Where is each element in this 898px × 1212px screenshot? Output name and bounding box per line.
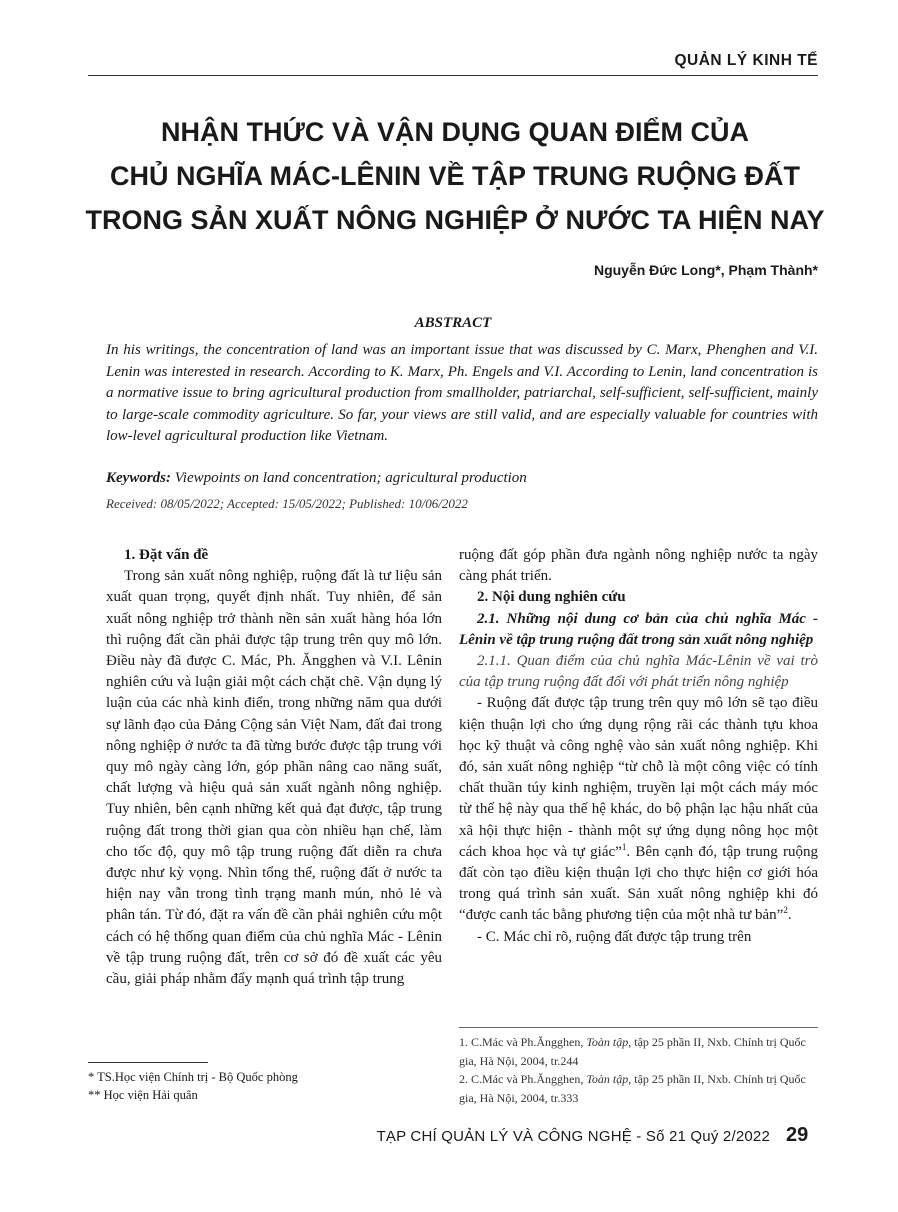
authors: Nguyễn Đức Long*, Phạm Thành* [593,262,818,278]
paragraph-text: . [787,907,792,924]
body-paragraph: - C. Mác chỉ rõ, ruộng đất được tập trung trên [477,928,752,945]
header-divider [88,75,818,76]
footnote-text: , tập 25 phần II, Nxb. Chính trị Quốc gia, Hà Nội, 2004, tr.244 [459,1035,806,1068]
title-line: TRONG SẢN XUẤT NÔNG NGHIỆP Ở NƯỚC TA HIỆN NAY [85,205,825,235]
page-number: 29 [786,1124,809,1146]
footnote-divider [459,1027,818,1028]
title-line: NHẬN THỨC VÀ VẬN DỤNG QUAN ĐIỂM CỦA [161,117,749,147]
footnotes [459,1033,818,1107]
subsubsection-heading: 2.1.1. Quan điểm của chủ nghĩa Mác-Lênin về vai trò của tập trung ruộng đất đối với phát triển nông nghiệp [459,653,818,691]
footnote-title: Toàn tập [586,1072,629,1086]
publication-dates: Received: 08/05/2022; Accepted: 15/05/2022; Published: 10/06/2022 [106,496,468,511]
left-column [106,545,442,990]
author-affiliations [88,1068,428,1104]
affiliation: * TS.Học viện Chính trị - Bộ Quốc phòng [88,1070,298,1084]
footnote-ref: 1 [621,841,627,852]
footnote-text: 2. C.Mác và Ph.Ăngghen, [459,1072,587,1086]
paragraph-text: - Ruộng đất được tập trung trên quy mô lớn sẽ tạo điều kiện thuận lợi cho ứng dụng rộng rãi các thành tựu khoa học kỹ thuật và công nghệ vào sản xuất nông nghiệp. Khi đó, sản xuất nông nghiệp “từ chỗ là một công việc có tính chất thuần túy kinh nghiệm, truyền lại một cách máy móc từ thế hệ này qua thế hệ khác, do bộ phận lạc hậu nhất của xã hội thực hiện - thành một sự ứng dụng nông học một cách khoa học và tự giác” [459,695,818,860]
body-paragraph: Trong sản xuất nông nghiệp, ruộng đất là tư liệu sản xuất quan trọng, quyết định nhất. Tuy nhiên, để sản xuất nông nghiệp trở thành nền sản xuất hàng hóa lớn thì ruộng đất cần phải được tập trung trên quy mô lớn. Điều này đã được C. Mác, Ph. Ăngghen và V.I. Lênin nghiên cứu và luận giải một cách chặt chẽ. Vận dụng lý luận của các nhà kinh điển, trong những năm qua dưới sự lãnh đạo của Đảng Cộng sản Việt Nam, đất đai trong nông nghiệp ở nước ta đã từng bước được tập trung với quy mô ngày càng lớn, góp phần nâng cao năng suất, chất lượng và hiệu quả sản xuất ngành nông nghiệp. Tuy nhiên, bên cạnh những kết quả đạt được, tập trung ruộng đất trong thời gian qua còn nhiều hạn chế, làm cho tốc độ, quy mô tập trung ruộng đất diễn ra chưa được như kỳ vọng. Nhìn tổng thể, ruộng đất ở nước ta hiện nay vẫn trong tình trạng manh mún, nhỏ lẻ và phân tán. Từ đó, đặt ra vấn đề cần phải nghiên cứu một cách có hệ thống quan điểm của chủ nghĩa Mác - Lênin về tập trung ruộng đất, trên cơ sở đó đề xuất các yêu cầu, giải pháp nhằm đẩy mạnh quá trình tập trung [106,568,442,988]
journal-footer: TẠP CHÍ QUẢN LÝ VÀ CÔNG NGHỆ - Số 21 Quý 2/2022 [376,1128,770,1145]
title-line: CHỦ NGHĨA MÁC-LÊNIN VỀ TẬP TRUNG RUỘNG ĐẤT [110,161,800,191]
body-paragraph: ruộng đất góp phần đưa ngành nông nghiệp nước ta ngày càng phát triển. [459,547,818,585]
right-column [459,545,818,948]
affiliation: ** Học viện Hải quân [88,1088,198,1102]
section-heading: 2. Nội dung nghiên cứu [477,589,626,606]
footnote-title: Toàn tập [586,1035,629,1049]
footnote-text: 1. C.Mác và Ph.Ăngghen, [459,1035,587,1049]
abstract-heading: ABSTRACT [414,315,492,331]
section-label: QUẢN LÝ KINH TẾ [674,52,818,69]
article-title [60,110,850,242]
footnote [459,1033,818,1070]
keywords-label: Keywords: [106,470,171,486]
paragraph-text: . Bên cạnh đó, tập trung ruộng đất còn tạo điều kiện thuận lợi cho thực hiện cơ giới hóa trong quá trình sản xuất. Sản xuất nông nghiệp khi đó “được canh tác bằng phương tiện của một nhà tư bản” [459,843,818,924]
section-heading: 1. Đặt vấn đề [124,547,209,563]
footnote-divider [88,1062,208,1063]
keywords-text: Viewpoints on land concentration; agricultural production [171,470,527,486]
keywords [106,470,818,487]
body-paragraph [459,693,818,926]
footnote-ref: 2 [783,905,788,916]
subsection-heading: 2.1. Những nội dung cơ bản của chủ nghĩa Mác - Lênin về tập trung ruộng đất trong sản xuất nông nghiệp [459,610,818,648]
footnote [459,1070,818,1107]
footnote-text: , tập 25 phần II, Nxb. Chính trị Quốc gia, Hà Nội, 2004, tr.333 [459,1072,806,1105]
abstract-body: In his writings, the concentration of land was an important issue that was discussed by C. Marx, Phenghen and V.I. Lenin was interested in research. According to K. Marx, Ph. Engels and V.I. According to Lenin, land concentration is a normative issue to bring agricultural production from smallholder, patriarchal, self-sufficient, self-sufficient, mainly to large-scale commodity agriculture. So far, your views are still valid, and are especially valuable for countries with low-level agricultural production like Vietnam. [106,342,818,444]
